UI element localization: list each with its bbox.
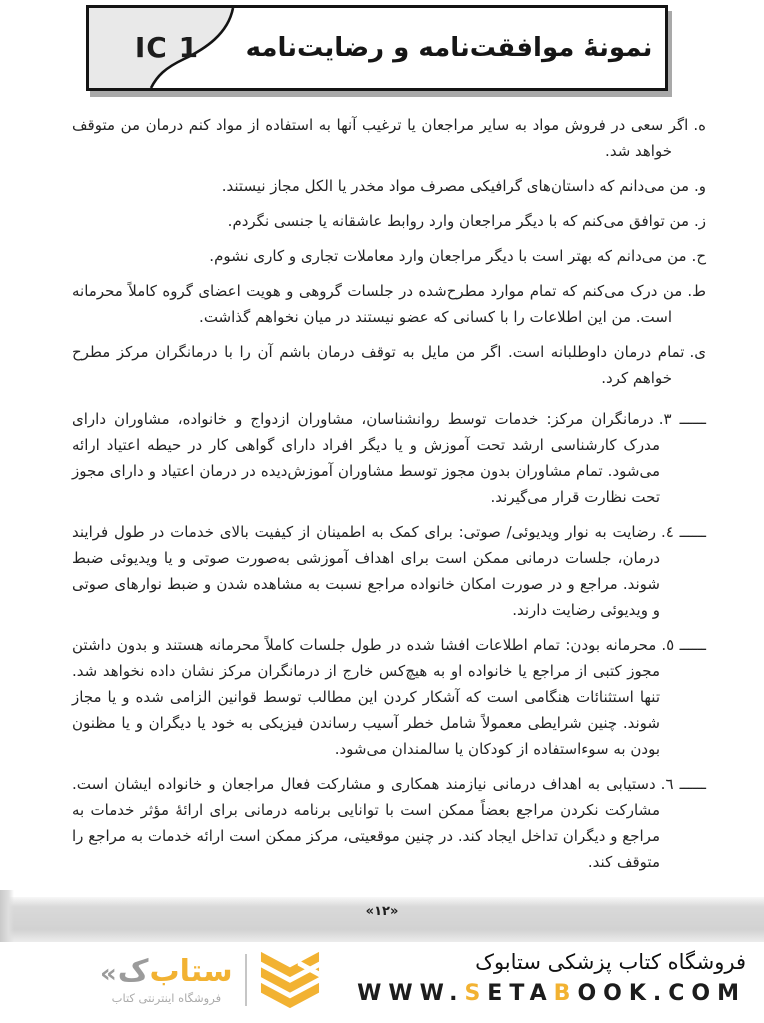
consent-item-6: [72, 771, 706, 875]
setabook-wordmark: [100, 955, 233, 989]
setabook-logo: [100, 950, 321, 1010]
item-text: درمانگران مرکز: خدمات توسط روانشناسان، مشاوران ازدواج و خانواده، مشاوران دارای مدرک کارشناسی ارشد تحت آموزش و یا دیگر افراد دارای گواهی کار در حیطه اعتیاد ارائه می‌شود. تمام مشاوران بدون مجوز توسط مشاوران آموزش‌دیده در درمان اعتیاد و دارای مجوز تحت نظارت قرار می‌گیرند.: [72, 410, 660, 506]
consent-item-yeh: [72, 339, 706, 391]
ic-tab-label: IC 1: [134, 30, 200, 64]
item-text: تمام درمان داوطلبانه است. اگر من مایل به توقف درمان باشم آن را با درمانگران مرکز مطرح خواهم کرد.: [72, 343, 685, 387]
item-marker: ز.: [693, 212, 706, 230]
item-text: محرمانه بودن: تمام اطلاعات افشا شده در طول جلسات کاملاً محرمانه هستند و بدون داشتن مجوز کتبی از مراجع یا خانواده او به هیچ‌کس خارج از درمانگران مرکز نشان داده نخواهد شد. تنها استثنائات هنگامی است که آشکار کردن این مطالب توسط قوانین الزامی شده و یا مجاز شوند. چنین شرایطی معمولاً شامل خطر آسیب رساندن فیزیکی به خود یا دیگران و یا مظنون بودن به سوءاستفاده از کودکان یا سالمندان می‌شود.: [72, 636, 660, 758]
consent-item-tah: [72, 278, 706, 330]
item-marker: ــــــ ٥.: [661, 636, 706, 654]
item-marker: ــــــ ٤.: [660, 523, 706, 541]
store-title: فروشگاه کتاب پزشکی ستابوک: [475, 950, 746, 974]
item-marker: ح.: [691, 247, 706, 265]
item-text: رضایت به نوار ویدیوئی/ صوتی: برای کمک به اطمینان از کیفیت بالای خدمات در طول فرایند درمان، جلسات درمانی ممکن است برای اهداف آموزشی به‌صورت صوتی و یا ویدیوئی ضبط شوند. مراجع و در صورت امکان خانواده مراجع نسبت به مشاهده شدن و ضبط نوارهای صوتی و ویدیوئی رضایت دارند.: [72, 523, 660, 619]
store-url: [357, 981, 746, 1006]
wordmark-gold-part: ستاب: [149, 954, 233, 989]
publisher-footer: [0, 942, 764, 1023]
consent-item-3: [72, 406, 706, 510]
wordmark-gray-part: ک: [117, 954, 149, 989]
item-marker: ط.: [687, 282, 706, 300]
consent-item-4: [72, 519, 706, 623]
page-title: نمونهٔ موافقت‌نامه و رضایت‌نامه: [245, 33, 653, 63]
consent-text-body: [72, 112, 706, 884]
item-text: اگر سعی در فروش مواد به سایر مراجعان یا ترغیب آنها به استفاده از مواد کنم درمان من متوقف خواهد شد.: [72, 116, 689, 160]
page-number: «۱۲»: [365, 904, 399, 919]
item-text: من می‌دانم که داستان‌های گرافیکی مصرف مواد مخدر یا الکل مجاز نیستند.: [221, 177, 689, 195]
guillemet-icon: «: [100, 959, 117, 989]
url-accent-s: S: [464, 981, 488, 1006]
page-number-band: [0, 897, 764, 942]
url-part: WWW.: [357, 981, 465, 1006]
consent-item-zeh: [72, 208, 706, 234]
item-marker: ی.: [689, 343, 706, 361]
item-marker: ــــــ ٦.: [660, 775, 707, 793]
url-accent-b: B: [553, 981, 578, 1006]
item-text: من درک می‌کنم که تمام موارد مطرح‌شده در جلسات گروهی و هویت اعضای گروه کاملاً محرمانه است. من این اطلاعات را با کسانی که عضو نیستند در میان نخواهم گذاشت.: [72, 282, 683, 326]
item-marker: ه.: [693, 116, 706, 134]
setabook-chevron-icon: [259, 950, 321, 1010]
url-part: OOK.COM: [577, 981, 746, 1006]
item-text: من توافق می‌کنم که با دیگر مراجعان وارد روابط عاشقانه یا جنسی نگردم.: [227, 212, 689, 230]
item-marker: ــــــ ۳.: [658, 410, 706, 428]
consent-item-hah: [72, 243, 706, 269]
chapter-header-box: [86, 5, 668, 91]
setabook-wordmark-block: [100, 955, 233, 1005]
item-text: من می‌دانم که بهتر است با دیگر مراجعان وارد معاملات تجاری و کاری نشوم.: [209, 247, 687, 265]
logo-tagline: فروشگاه اینترنتی کتاب: [111, 991, 222, 1005]
url-part: ETA: [487, 981, 554, 1006]
logo-divider: [245, 954, 247, 1006]
consent-item-vav: [72, 173, 706, 199]
item-marker: و.: [693, 177, 706, 195]
item-text: دستیابی به اهداف درمانی نیازمند همکاری و مشارکت فعال مراجعان و خانواده ایشان است. مشارکت نکردن مراجع بعضاً ممکن است با توانایی برنامه درمانی برای ارائهٔ مؤثر خدمات به مراجع و دیگران تداخل ایجاد کند. در چنین موقعیتی، مرکز ممکن است ارائه خدمات به مراجع را متوقف کند.: [72, 775, 660, 871]
footer-store-info: [357, 947, 746, 1006]
consent-item-heh: [72, 112, 706, 164]
consent-item-5: [72, 632, 706, 762]
page-title-wrap: [241, 8, 657, 88]
